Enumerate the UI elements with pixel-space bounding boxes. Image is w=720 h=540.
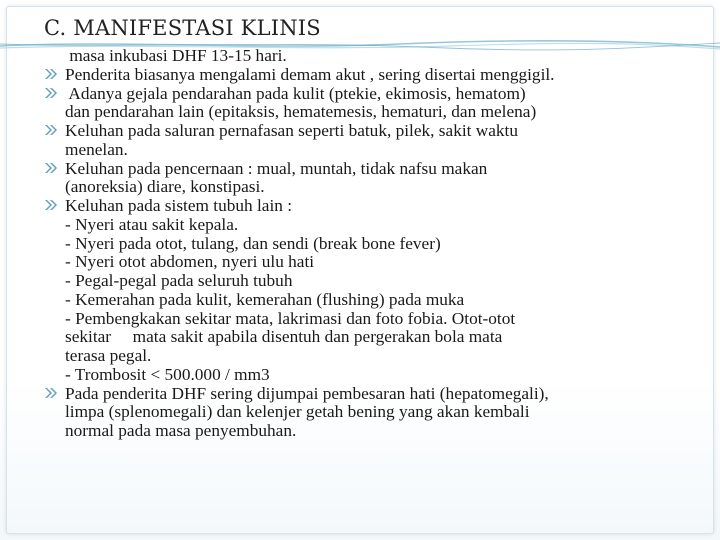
bullet-text: - Trombosit < 500.000 / mm3 [65, 364, 270, 384]
arrow-bullet-icon [44, 197, 60, 215]
bullet-text: limpa (splenomegali) dan kelenjer getah bening yang akan kembali [65, 402, 530, 422]
bullet-text: dan pendarahan lain (epitaksis, hematemesis, hematuri, dan melena) [65, 102, 537, 122]
bullet-text: - Nyeri pada otot, tulang, dan sendi (break bone fever) [65, 233, 441, 253]
bullet-item-continuation [44, 422, 692, 441]
bullet-item-continuation [44, 216, 692, 235]
slide-content [44, 47, 692, 441]
bullet-text: sekitar mata sakit apabila disentuh dan pergerakan bola mata [65, 327, 503, 347]
intro-line: masa inkubasi DHF 13-15 hari. [65, 46, 287, 65]
slide-title: C. MANIFESTASI KLINIS [44, 16, 321, 40]
arrow-bullet-icon [44, 385, 60, 403]
bullet-item-continuation [44, 347, 692, 366]
arrow-bullet-icon [44, 66, 60, 84]
bullet-item-continuation [44, 235, 692, 254]
arrow-bullet-icon [44, 160, 60, 178]
bullet-text: Penderita biasanya mengalami demam akut , sering disertai menggigil. [65, 64, 555, 84]
arrow-bullet-icon [44, 122, 60, 140]
bullet-item-continuation [44, 178, 692, 197]
bullet-text: Keluhan pada sistem tubuh lain : [65, 196, 293, 215]
bullet-item-continuation [44, 366, 692, 385]
bullet-item-continuation [44, 310, 692, 329]
bullet-text: - Kemerahan pada kulit, kemerahan (flushing) pada muka [65, 289, 465, 309]
bullet-text: - Pegal-pegal pada seluruh tubuh [65, 271, 293, 290]
bullet-text: Keluhan pada saluran pernafasan seperti batuk, pilek, sakit waktu [65, 121, 518, 140]
bullet-item [44, 85, 692, 104]
bullet-text: - Nyeri otot abdomen, nyeri ulu hati [65, 252, 315, 272]
bullet-item [44, 197, 692, 216]
bullet-item-continuation [44, 403, 692, 422]
bullet-item [44, 160, 692, 179]
bullet-item [44, 122, 692, 141]
bullet-item-continuation [44, 253, 692, 272]
bullet-text: - Nyeri atau sakit kepala. [65, 214, 239, 234]
bullet-text: (anoreksia) diare, konstipasi. [65, 177, 265, 197]
bullet-text: Pada penderita DHF sering dijumpai pembesaran hati (hepatomegali), [65, 383, 549, 403]
arrow-bullet-icon [44, 85, 60, 103]
bullet-text: normal pada masa penyembuhan. [65, 421, 297, 440]
bullet-text: terasa pegal. [65, 346, 152, 365]
bullet-item [44, 66, 692, 85]
bullet-text: Keluhan pada pencernaan : mual, muntah, tidak nafsu makan [65, 158, 488, 178]
bullet-item-continuation [44, 328, 692, 347]
bullet-text: - Pembengkakan sekitar mata, lakrimasi dan foto fobia. Otot-otot [65, 308, 516, 328]
bullet-item-continuation [44, 291, 692, 310]
bullet-item [44, 385, 692, 404]
bullet-text: Adanya gejala pendarahan pada kulit (ptekie, ekimosis, hematom) [65, 83, 526, 103]
bullet-item-continuation [44, 141, 692, 160]
bullet-item-continuation [44, 272, 692, 291]
bullet-text: menelan. [65, 139, 128, 159]
bullet-item-continuation [44, 103, 692, 122]
